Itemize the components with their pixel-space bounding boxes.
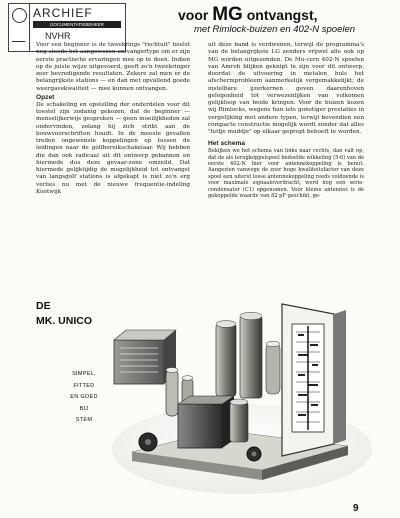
schema-paragraph: Bekijken we het schema van links naar rechts, dan valt op, dat de als terugkoppelspoel bedoelde wikkeling (5-6) van de eerste 402-N hier voor antennekoppeling is benut. Aangezien vanwege de zeer hoge kwaliteitsfactor van deze spoel een uiterst losse antennekoppeling reeds voldoende is voor maximale signaaloverdracht, werd nog een serie-condensator (C1) opgenomen. Voor kleine antennes is de gekoppelde waarde van 82 pF geschikt, ge- (208, 148, 364, 200)
transformer (178, 396, 234, 448)
figure-side-caption (64, 369, 104, 427)
opzet-paragraph: De schakeling en opstelling der onderdelen voor dit toestel zijn zodanig gekozen, dat de beginner — menselijkerwijs gesproken — geen moeilijkheden zal ondervinden, zolang hij zich strikt aan de bouwvoorschriften houdt. In de meeste gevallen treden ongewenste koppelingen op tussen de leidingen naar de golfbereikschakelaar. Wij hebben die dan ook radicaal uit dit ontwerp gebannen en hiermede dus deze gevaar-zone omzeild. Dat hiermede gelijktijdig de mogelijkheid tot ontvangst van langsgolf stations is afgekapt is niet zo'n erg verlies nu met de nieuwe frequentie-indeling Kootwijk (36, 101, 190, 195)
stamp-title: ARCHIEF (33, 6, 93, 20)
stamp-signature-line (12, 29, 25, 42)
right-text-column (208, 42, 364, 200)
continued-paragraph: uit deze band is verdwenen, terwijl de programma's van de belangrijkste LG zenders vrijwel alle ook op MG worden uitgezonden. De Mu-cern 402-N spoelen van Amroh blijken geknipt te zijn voor dit ontwerp, doordat de uitvoering in metalen huls het afschermprobleem aanmerkelijk vergemakkelijkt; de instelbare ijzerkernen geven daarenboven gelegenheid tot verwezenlijken van volkomen gelijkloop van beide kringen. Voor de buizen kozen wij Rimlocks, wegens hun iets gunstiger prestaties in vergelijking met andere typen, terwijl bovendien een compacte constructie mogelijk wordt zonder dat alles "luttje muddje" op elkaar gepropt behoeft te worden. (208, 42, 364, 135)
side-caption-line: EN GOED (70, 394, 98, 400)
section-heading-opzet: Opzet (36, 93, 55, 101)
shielding-cans (216, 312, 280, 398)
stamp-circle-icon (12, 8, 27, 23)
stamp-emblem (9, 4, 30, 51)
article-subtitle: met Rimlock-buizen en 402-N spoelen (194, 24, 356, 35)
figure-title-line: MK. UNICO (36, 315, 92, 327)
intro-paragraph: Voor een beginner is de tweekrings "rechtuit" heelst nog steeds het aangewezen ontvangertype om er zijn eerste practische ervaringen mee op te doen. Indien op de juiste wijze uitgevoerd, geeft zo'n tweekringer zeer bevredigende resultaten. Zekere zal men er de belangrijkste stations — en dan met opvallend goede weergavekwaliteit — mee kunnen ontvangen. (36, 42, 190, 92)
section-heading-schema: Het schema (208, 140, 246, 148)
article-title (178, 4, 318, 26)
side-caption-line: BIJ (79, 405, 89, 412)
figure-title-line: DE (36, 300, 51, 312)
title-band: MG (212, 4, 243, 25)
receiver-photo (112, 284, 374, 494)
dial-scale (282, 304, 346, 456)
stamp-org: NVHR (45, 31, 71, 41)
title-prefix: voor (178, 7, 209, 23)
page-number: 9 (353, 503, 359, 514)
electrolytic-capacitor (230, 399, 248, 442)
title-suffix: ontvangst, (246, 7, 318, 23)
side-caption-line: FITTED (73, 382, 95, 389)
left-text-column (36, 42, 190, 196)
figure-title (36, 299, 92, 329)
stamp-subtitle: DOCUMENTATIEBEHEER (33, 21, 121, 28)
side-caption-line: STEM (75, 417, 93, 423)
side-caption-line: SIMPEL, (72, 371, 96, 377)
